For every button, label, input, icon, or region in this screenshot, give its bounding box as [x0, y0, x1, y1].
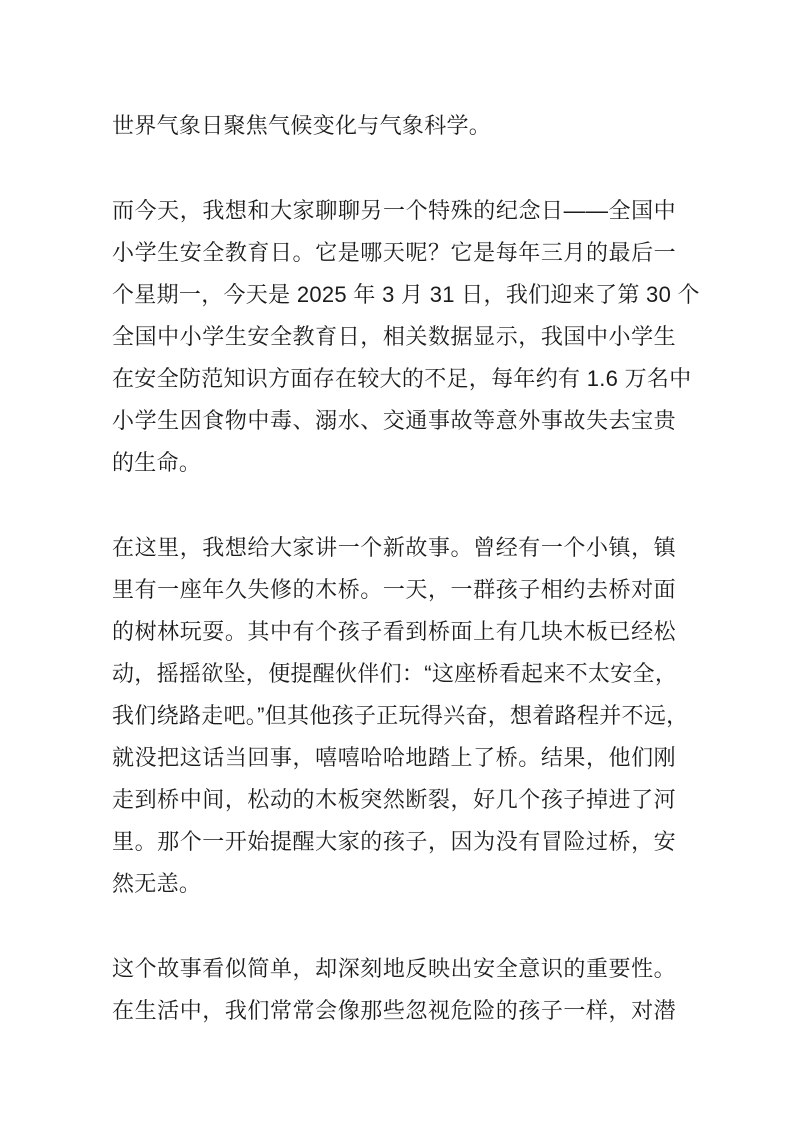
text-line: 里有一座年久失修的木桥。一天，一群孩子相约去桥对面 — [112, 577, 676, 602]
paragraph-weather-day — [112, 105, 676, 147]
text-line: 世界气象日聚焦气候变化与气象科学。 — [112, 113, 492, 138]
text-line: 小学生因食物中毒、溺水、交通事故等意外事故失去宝贵 — [112, 408, 676, 433]
text-line: 全国中小学生安全教育日，相关数据显示，我国中小学生 — [112, 324, 676, 349]
text-line: 的树林玩耍。其中有个孩子看到桥面上有几块木板已经松 — [112, 619, 676, 644]
text-line: 个星期一，今天是 2025 年 3 月 31 日，我们迎来了第 30 个 — [112, 282, 700, 307]
text-line: 走到桥中间，松动的木板突然断裂，好几个孩子掉进了河 — [112, 787, 676, 812]
text-line: 在安全防范知识方面存在较大的不足，每年约有 1.6 万名中 — [112, 366, 692, 391]
text-line: 我们绕路走吧。”但其他孩子正玩得兴奋，想着路程并不远， — [112, 703, 689, 728]
paragraph-safety-education-day — [112, 190, 700, 484]
text-line: 就没把这话当回事，嘻嘻哈哈地踏上了桥。结果，他们刚 — [112, 745, 676, 770]
text-line: 在这里，我想给大家讲一个新故事。曾经有一个小镇，镇 — [112, 535, 676, 560]
text-line: 然无恙。 — [112, 871, 202, 896]
text-line: 小学生安全教育日。它是哪天呢？它是每年三月的最后一 — [112, 240, 676, 265]
text-line: 这个故事看似简单，却深刻地反映出安全意识的重要性。 — [112, 956, 676, 981]
paragraph-story-moral — [112, 948, 676, 1032]
text-line: 的生命。 — [112, 450, 202, 475]
paragraph-bridge-story — [112, 527, 689, 905]
document-text-body — [112, 105, 700, 1075]
text-line: 而今天，我想和大家聊聊另一个特殊的纪念日——全国中 — [112, 198, 676, 223]
text-line: 里。那个一开始提醒大家的孩子，因为没有冒险过桥，安 — [112, 829, 676, 854]
text-line: 动，摇摇欲坠，便提醒伙伴们：“这座桥看起来不太安全， — [112, 661, 678, 686]
text-line: 在生活中，我们常常会像那些忽视危险的孩子一样，对潜 — [112, 998, 676, 1023]
